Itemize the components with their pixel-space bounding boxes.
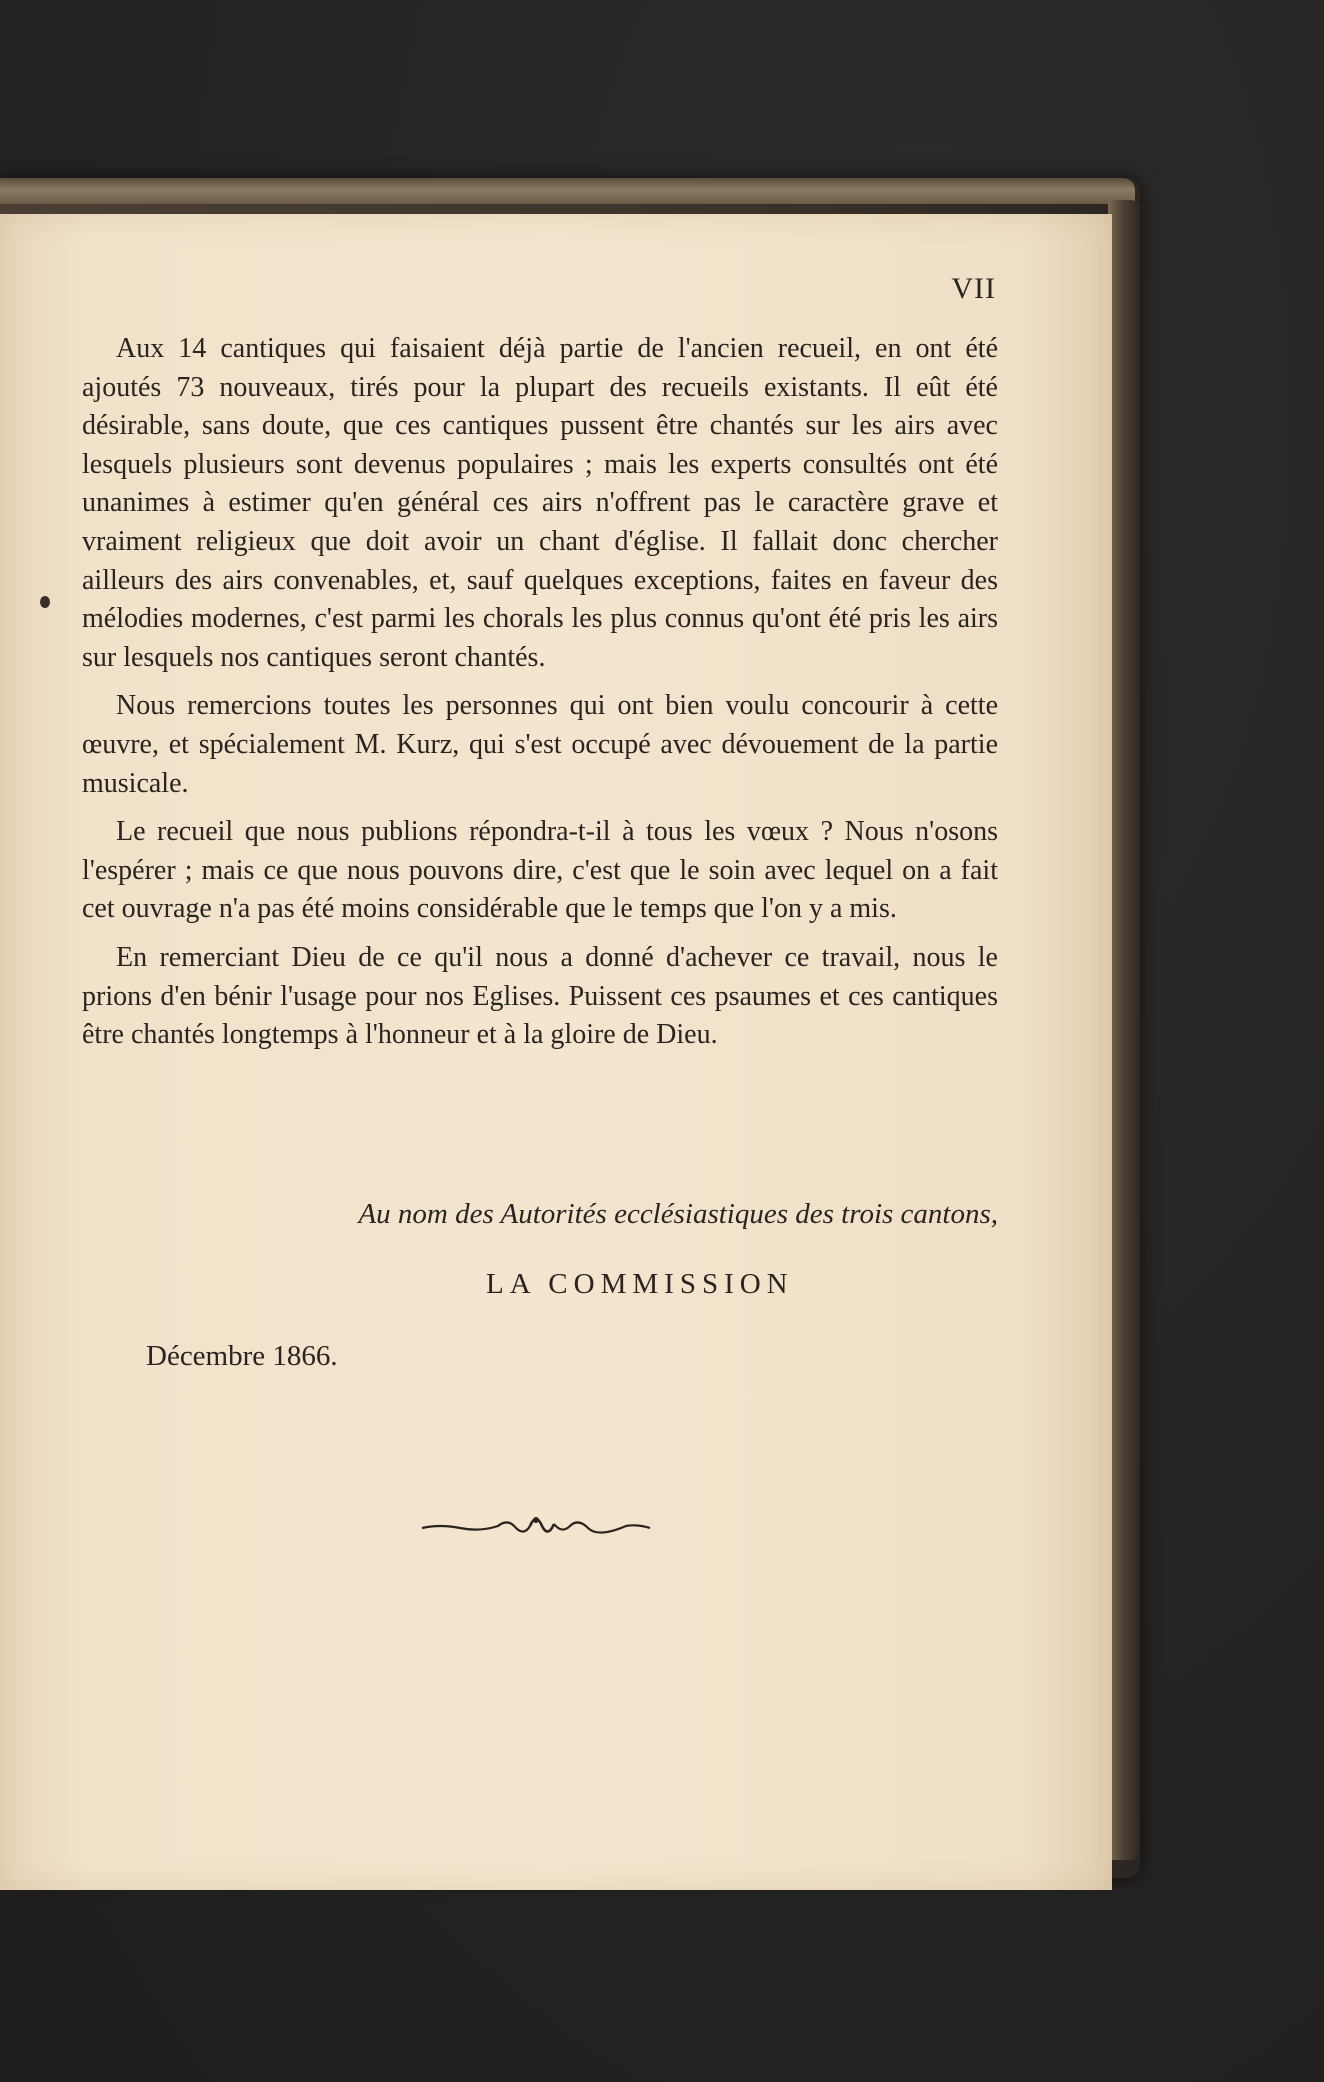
paragraph-2: Nous remercions toutes les personnes qui ont bien voulu concourir à cette œuvre, et spécialement M. Kurz, qui s'est occupé avec dévouement de la partie musicale. — [82, 690, 998, 799]
date-line: Décembre 1866. — [146, 1340, 338, 1372]
paragraph-3: Le recueil que nous publions répondra-t-il à tous les vœux ? Nous n'osons l'espérer ; mais ce que nous pouvons dire, c'est que le soin avec lequel on a fait cet ouvrage n'a pas été moins considérable que le temps que l'on y a mis. — [82, 816, 998, 925]
paragraph-1: Aux 14 cantiques qui faisaient déjà partie de l'ancien recueil, en ont été ajoutés 73 nouveaux, tirés pour la plupart des recueils existants. Il eût été désirable, sans doute, que ces cantiques pussent être chantés sur les airs avec lesquels plusieurs sont devenus populaires ; mais les experts consultés ont été unanimes à estimer qu'en général ces airs n'offrent pas le caractère grave et vraiment religieux que doit avoir un chant d'église. Il fallait donc chercher ailleurs des airs convenables, et, sauf quelques exceptions, faites en faveur des mélodies modernes, c'est parmi les chorals les plus connus qu'ont été pris les airs sur lesquels nos cantiques seront chantés. — [82, 333, 998, 673]
book-cover-right-edge — [1108, 200, 1140, 1860]
ornament-icon — [420, 1508, 652, 1544]
book-cover-top-edge — [0, 178, 1135, 204]
body-text — [82, 330, 998, 1065]
paragraph-4: En remerciant Dieu de ce qu'il nous a donné d'achever ce travail, nous le prions d'en bénir l'usage pour nos Eglises. Puissent ces psaumes et ces cantiques être chantés longtemps à l'honneur et à la gloire de Dieu. — [82, 941, 998, 1051]
page-number: VII — [951, 272, 996, 305]
ink-spot — [40, 596, 50, 608]
commission-name: LA COMMISSION — [486, 1268, 794, 1300]
signature-line: Au nom des Autorités ecclésiastiques des trois cantons, — [358, 1198, 998, 1230]
